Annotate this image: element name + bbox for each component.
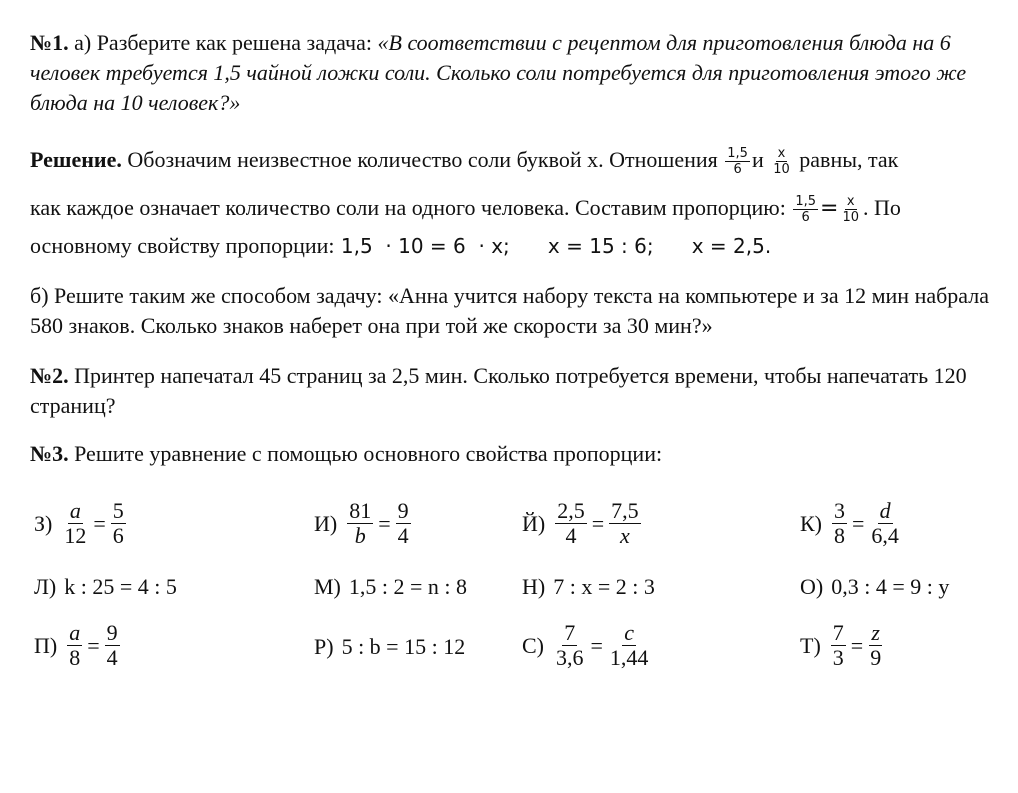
equation-p: П) $\frac{a}{8}$ = $\frac{9}{4}$ [34, 620, 118, 670]
part-b-text: б) Решите таким же способом задачу: «Анна учится набору текста на компьютере и за 12 мин набрала 580 знаков. Сколько знаков наберет она при той же скорости за 30 мин?» [30, 283, 990, 338]
equation-i: И) $\frac{81}{b}$ = $\frac{9}{4}$ [314, 498, 409, 548]
equation-s: С) $\frac{7}{3,6}$ = $\frac{c}{1,44}$ [522, 620, 649, 670]
task2-number: №2. [30, 363, 69, 388]
task1-problem-text: «В соответствии с рецептом для приготовления блюда на 6 человек требуется 1,5 чайной ложки соли. Сколько соли потребуется для приготовления этого же блюда на 10 человек?» [30, 30, 967, 115]
proportion-right: $\frac{x}{10}$ [842, 194, 859, 226]
task3-number: №3. [30, 441, 69, 466]
equation-n: Н) 7 : x = 2 : 3 [522, 574, 655, 599]
solution-text-2: равны, так [799, 147, 899, 172]
solution-label: Решение. [30, 147, 122, 172]
equation-t: Т) $\frac{7}{3}$ = $\frac{z}{9}$ [800, 620, 882, 670]
proportion-equals: = [820, 196, 839, 221]
task2-text: Принтер напечатал 45 страниц за 2,5 мин. Сколько потребуется времени, чтобы напечатать 120 страниц? [30, 363, 967, 418]
task1-solution-line3 [30, 231, 990, 261]
task1-problem [30, 28, 990, 118]
fraction-x-over-10: $\frac{x}{10}$ [773, 146, 790, 178]
equation-o: О) 0,3 : 4 = 9 : y [800, 574, 950, 599]
task3-header [30, 439, 990, 469]
task1-solution-line1 [30, 145, 990, 176]
task1-part-a-prefix: а) Разберите как решена задача: [74, 30, 378, 55]
fraction-1-5-over-6: $\frac{1,5}{6}$ [727, 146, 748, 178]
equation-j: Й) $\frac{2,5}{4}$ = $\frac{7,5}{x}$ [522, 498, 639, 548]
and-word: и [751, 147, 764, 172]
solution-equations: 1,5 · 10 = 6 · x; x = 15 : 6; x = 2,5. [334, 234, 772, 258]
equation-k: К) $\frac{3}{8}$ = $\frac{d}{6,4}$ [800, 498, 899, 548]
solution-text-1: Обозначим неизвестное количество соли буквой х. Отношения [127, 147, 718, 172]
equation-z: З) $\frac{a}{12}$ = $\frac{5}{6}$ [34, 498, 124, 548]
equation-m: М) 1,5 : 2 = n : 8 [314, 574, 468, 599]
proportion-left: $\frac{1,5}{6}$ [795, 194, 817, 226]
task1-solution-line2 [30, 193, 990, 224]
equation-r: Р) 5 : b = 15 : 12 [314, 634, 466, 659]
solution-text-3: как каждое означает количество соли на одного человека. Составим пропорцию: [30, 195, 786, 220]
equation-l: Л) k : 25 = 4 : 5 [34, 574, 177, 599]
task3-text: Решите уравнение с помощью основного свойства пропорции: [74, 441, 663, 466]
task2 [30, 361, 990, 421]
solution-text-4: . По [863, 195, 901, 220]
task1-number: №1. [30, 30, 69, 55]
task1-part-b [30, 281, 990, 341]
solution-text-5: основному свойству пропорции: [30, 233, 335, 258]
